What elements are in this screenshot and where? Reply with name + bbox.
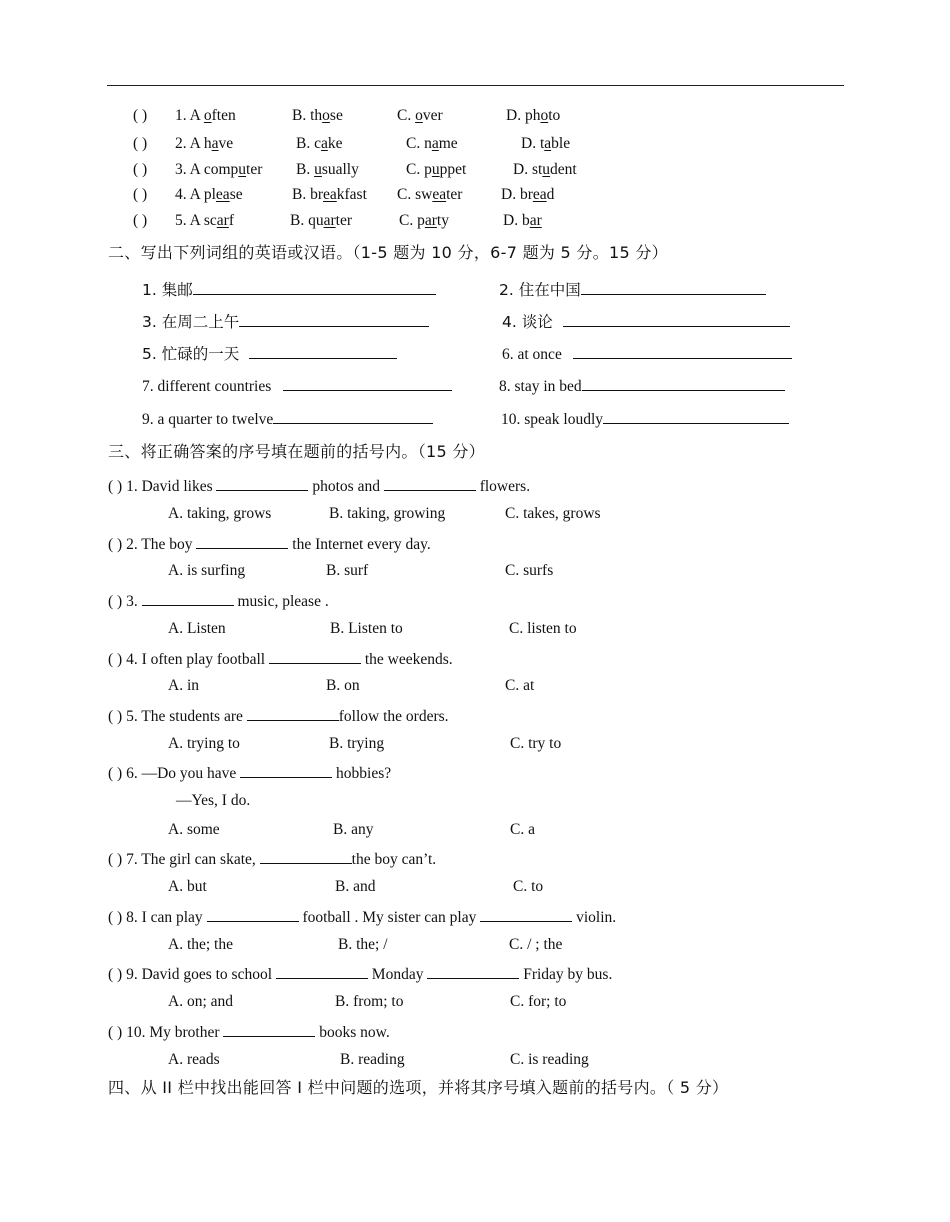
s3-q5-option-c[interactable]: C. try to [510,735,562,752]
answer-blank[interactable] [240,762,332,778]
s3-q9-option-c[interactable]: C. for; to [510,993,567,1010]
s1-q2-c: C. name [406,135,458,152]
s1-q5-b: B. quarter [290,212,352,229]
s1-q3-b: B. usually [296,161,359,178]
s3-q4-option-b[interactable]: B. on [326,677,360,694]
s1-q1-c: C. over [397,107,443,124]
s1-q1-a: 1. A often [175,107,236,124]
answer-paren[interactable]: ( ) [133,135,148,152]
s3-q8-option-c[interactable]: C. / ; the [509,936,563,953]
answer-blank[interactable] [581,279,766,295]
answer-blank[interactable] [582,375,785,391]
s1-q5-a: 5. A scarf [175,212,234,229]
s1-q1-b: B. those [292,107,343,124]
answer-blank[interactable] [249,343,397,359]
s3-q2-option-b[interactable]: B. surf [326,562,369,579]
s3-q5-option-a[interactable]: A. trying to [168,735,240,752]
s1-q4 [133,185,147,205]
answer-blank[interactable] [269,648,361,664]
answer-blank[interactable] [247,705,339,721]
answer-paren[interactable]: ( ) [108,851,123,868]
s1-q5-c: C. party [399,212,449,229]
answer-paren[interactable]: ( ) [108,593,123,610]
answer-paren[interactable]: ( ) [133,107,148,124]
s2-item-3: 3. 在周二上午 [142,311,429,332]
s3-q10-option-b[interactable]: B. reading [340,1051,405,1068]
s2-item-5: 5. 忙碌的一天 [142,343,397,364]
answer-blank[interactable] [196,533,288,549]
answer-blank[interactable] [276,963,368,979]
s3-q10-option-a[interactable]: A. reads [168,1051,220,1068]
answer-blank[interactable] [603,408,789,424]
s3-q8-option-a[interactable]: A. the; the [168,936,233,953]
s1-q5 [133,211,147,231]
answer-paren[interactable]: ( ) [108,708,123,725]
s3-q10-option-c[interactable]: C. is reading [510,1051,589,1068]
section2-heading: 二、写出下列词组的英语或汉语。（1-5 题为 10 分，6-7 题为 5 分。15 分） [108,243,668,262]
s2-item-9: 9. a quarter to twelve [142,408,433,430]
answer-blank[interactable] [216,475,308,491]
s2-item-6: 6. at once [502,343,792,365]
answer-paren[interactable]: ( ) [108,765,123,782]
s3-q4-option-a[interactable]: A. in [168,677,199,694]
section3-heading: 三、将正确答案的序号填在题前的括号内。（15 分） [108,442,485,461]
answer-blank[interactable] [480,906,572,922]
s3-q6: ( ) 6. —Do you have hobbies? [108,762,391,784]
s1-q3-c: C. puppet [406,161,467,178]
s1-q1-d: D. photo [506,107,561,124]
s3-q6-reply: —Yes, I do. [176,792,251,809]
s3-q5-option-b[interactable]: B. trying [329,735,385,752]
s3-q1-option-c[interactable]: C. takes, grows [505,505,601,522]
answer-blank[interactable] [283,375,452,391]
s2-item-2: 2. 住在中国 [499,279,766,300]
s1-q4-a: 4. A please [175,186,243,203]
answer-blank[interactable] [273,408,433,424]
s2-item-8: 8. stay in bed [499,375,785,397]
s3-q5: ( ) 5. The students are follow the orders. [108,705,449,727]
s1-q2 [133,134,147,154]
answer-paren[interactable]: ( ) [108,909,123,926]
s2-item-4: 4. 谈论 [502,311,790,332]
s2-item-1: 1. 集邮 [142,279,436,300]
s1-q2-b: B. cake [296,135,343,152]
answer-blank[interactable] [427,963,519,979]
s3-q1-option-b[interactable]: B. taking, growing [329,505,446,522]
s3-q8: ( ) 8. I can play football . My sister can play violin. [108,906,616,928]
answer-blank[interactable] [193,279,436,295]
s3-q1-option-a[interactable]: A. taking, grows [168,505,272,522]
s3-q9-option-b[interactable]: B. from; to [335,993,404,1010]
answer-paren[interactable]: ( ) [108,536,123,553]
section4-heading: 四、从 II 栏中找出能回答 I 栏中问题的选项，并将其序号填入题前的括号内。（ 5 分） [108,1078,729,1097]
answer-paren[interactable]: ( ) [108,478,123,495]
s1-q2-a: 2. A have [175,135,234,152]
answer-blank[interactable] [142,590,234,606]
s3-q2-option-c[interactable]: C. surfs [505,562,554,579]
answer-blank[interactable] [563,311,790,327]
answer-paren[interactable]: ( ) [133,161,148,178]
answer-paren[interactable]: ( ) [108,651,123,668]
s3-q8-option-b[interactable]: B. the; / [338,936,388,953]
s1-q5-d: D. bar [503,212,542,229]
s1-q2-d: D. table [521,135,571,152]
s1-q4-b: B. breakfast [292,186,367,203]
s3-q2-option-a[interactable]: A. is surfing [168,562,246,579]
s1-q3-d: D. student [513,161,577,178]
answer-paren[interactable]: ( ) [133,212,148,229]
s3-q4: ( ) 4. I often play football the weekends. [108,648,453,670]
s1-q3-a: 3. A computer [175,161,263,178]
s3-q3: ( ) 3. music, please . [108,590,329,612]
header-rule [107,85,844,86]
s3-q6-option-a[interactable]: A. some [168,821,220,838]
s3-q1: ( ) 1. David likes photos and flowers. [108,475,530,497]
s3-q7-option-b[interactable]: B. and [335,878,376,895]
s3-q3-option-c[interactable]: C. listen to [509,620,577,637]
s3-q7-option-c[interactable]: C. to [513,878,544,895]
answer-paren[interactable]: ( ) [108,966,123,983]
s3-q3-option-b[interactable]: B. Listen to [330,620,403,637]
s3-q7-option-a[interactable]: A. but [168,878,207,895]
answer-blank[interactable] [207,906,299,922]
s1-q4-c: C. sweater [397,186,463,203]
answer-paren[interactable]: ( ) [108,1024,123,1041]
s3-q7: ( ) 7. The girl can skate, the boy can’t. [108,848,436,870]
s3-q3-option-a[interactable]: A. Listen [168,620,226,637]
s3-q9: ( ) 9. David goes to school Monday Friday by bus. [108,963,612,985]
s3-q4-option-c[interactable]: C. at [505,677,535,694]
s1-q4-d: D. bread [501,186,555,203]
s3-q9-option-a[interactable]: A. on; and [168,993,234,1010]
s3-q6-option-c[interactable]: C. a [510,821,535,838]
answer-paren[interactable]: ( ) [133,186,148,203]
answer-blank[interactable] [239,311,429,327]
s3-q2: ( ) 2. The boy the Internet every day. [108,533,431,555]
s3-q6-option-b[interactable]: B. any [333,821,374,838]
answer-blank[interactable] [384,475,476,491]
s2-item-10: 10. speak loudly [501,408,789,430]
answer-blank[interactable] [260,848,352,864]
answer-blank[interactable] [573,343,792,359]
s2-item-7: 7. different countries [142,375,452,397]
answer-blank[interactable] [223,1021,315,1037]
s1-q1 [133,106,147,126]
s3-q10: ( ) 10. My brother books now. [108,1021,390,1043]
s1-q3 [133,160,147,180]
